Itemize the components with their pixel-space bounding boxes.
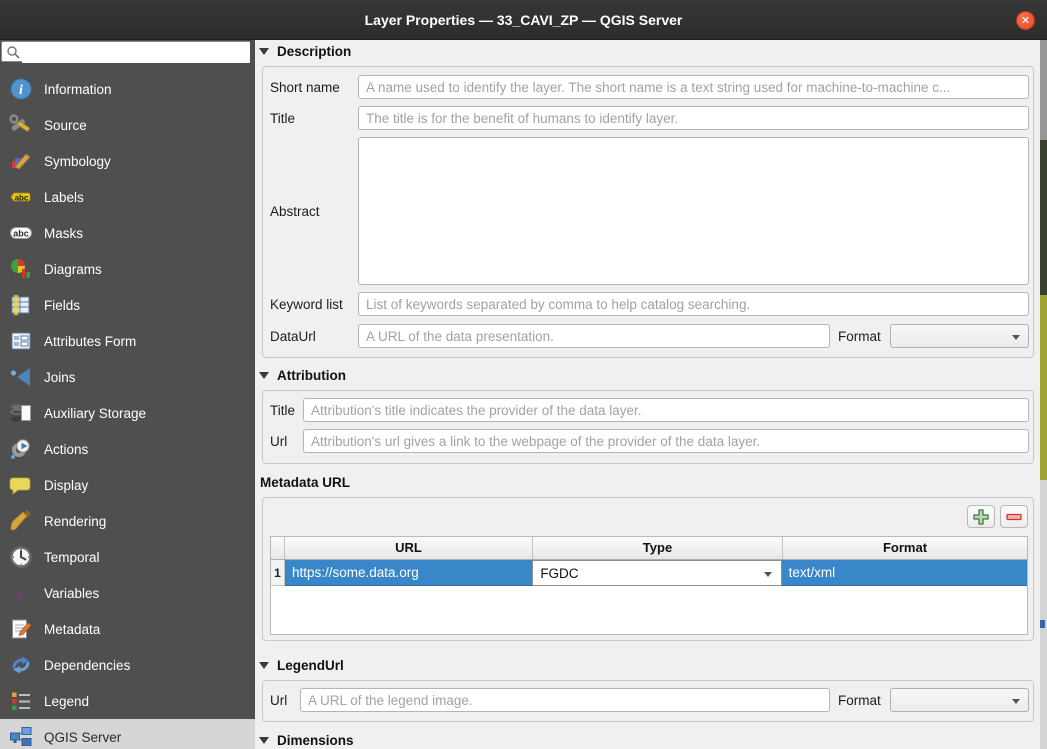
masks-icon [8, 221, 34, 245]
sidebar-item-label: Dependencies [44, 657, 131, 673]
auxiliary-storage-icon [8, 401, 34, 425]
row-number-cell[interactable]: 1 [271, 560, 285, 586]
collapse-arrow-icon [259, 662, 269, 669]
column-header-type[interactable]: Type [533, 537, 783, 559]
url-cell[interactable]: https://some.data.org [285, 560, 532, 586]
minus-icon [1003, 508, 1025, 526]
sidebar-item-label: Symbology [44, 153, 111, 169]
sidebar-item-attributes-form[interactable] [0, 323, 255, 359]
display-icon [8, 473, 34, 497]
sidebar-item-display[interactable] [0, 467, 255, 503]
sidebar-item-label: Diagrams [44, 261, 102, 277]
sidebar-item-label: Source [44, 117, 87, 133]
collapse-arrow-icon [259, 372, 269, 379]
background-map-olive-sliver [1040, 295, 1047, 480]
attribution-url-input[interactable] [303, 429, 1029, 453]
sidebar-item-joins[interactable] [0, 359, 255, 395]
svg-text:ε: ε [16, 583, 26, 605]
table-row[interactable] [271, 560, 1027, 586]
titlebar [0, 0, 1047, 40]
joins-icon [8, 365, 34, 389]
keyword-list-label: Keyword list [270, 297, 343, 312]
chevron-down-icon [1012, 335, 1020, 340]
title-label: Title [270, 111, 296, 126]
sidebar-item-source[interactable] [0, 107, 255, 143]
table-header-row [271, 537, 1027, 560]
sidebar-item-symbology[interactable] [0, 143, 255, 179]
abstract-textarea[interactable] [358, 137, 1029, 285]
labels-icon [8, 185, 34, 209]
sidebar-item-label: Legend [44, 693, 90, 709]
sidebar-item-legend[interactable] [0, 683, 255, 719]
collapse-arrow-icon [259, 737, 269, 744]
short-name-label: Short name [270, 80, 340, 95]
column-header-url[interactable]: URL [285, 537, 533, 559]
svg-text:i: i [19, 83, 23, 98]
sidebar-item-label: Attributes Form [44, 333, 137, 349]
section-header-metadata-url: Metadata URL [260, 475, 351, 490]
svg-text:abc: abc [14, 193, 29, 203]
legend-icon [8, 689, 34, 713]
legend-url-label: Url [270, 693, 288, 708]
information-icon [8, 77, 34, 101]
sidebar-item-label: Actions [44, 441, 89, 457]
svg-text:abc: abc [13, 228, 29, 239]
chevron-down-icon [764, 572, 772, 577]
sidebar-item-label: Fields [44, 297, 81, 313]
sidebar-item-qgis-server[interactable] [0, 719, 255, 749]
collapse-arrow-icon [259, 48, 269, 55]
data-url-label: DataUrl [270, 329, 316, 344]
abstract-label: Abstract [270, 204, 320, 219]
sidebar-item-label: Auxiliary Storage [44, 405, 147, 421]
sidebar-item-auxiliary-storage[interactable] [0, 395, 255, 431]
sidebar [0, 40, 255, 749]
sidebar-item-metadata[interactable] [0, 611, 255, 647]
sidebar-item-label: Masks [44, 225, 84, 241]
sidebar-item-label: Variables [44, 585, 100, 601]
attributes-form-icon [8, 329, 34, 353]
source-icon [8, 113, 34, 137]
section-header-description[interactable]: Description [259, 44, 351, 59]
data-url-format-label: Format [838, 329, 881, 344]
actions-icon [8, 437, 34, 461]
sidebar-item-actions[interactable] [0, 431, 255, 467]
sidebar-item-rendering[interactable] [0, 503, 255, 539]
sidebar-item-masks[interactable] [0, 215, 255, 251]
sidebar-search-input[interactable] [22, 42, 250, 63]
data-url-input[interactable] [358, 324, 830, 348]
background-panel-sliver [1040, 480, 1047, 749]
background-map-dark-sliver [1040, 140, 1047, 295]
metadata-icon [8, 617, 34, 641]
section-header-dimensions[interactable]: Dimensions [259, 733, 354, 748]
format-cell[interactable]: text/xml [782, 560, 1027, 586]
remove-row-button[interactable] [1000, 505, 1028, 528]
rendering-icon [8, 509, 34, 533]
background-window-sliver [1040, 40, 1047, 140]
sidebar-item-label: Information [44, 81, 112, 97]
legend-url-format-label: Format [838, 693, 881, 708]
sidebar-item-information[interactable] [0, 71, 255, 107]
variables-icon [8, 581, 34, 605]
search-icon [6, 45, 21, 60]
symbology-icon [8, 149, 34, 173]
fields-icon [8, 293, 34, 317]
sidebar-item-label: Labels [44, 189, 84, 205]
qgis-server-icon [8, 725, 34, 749]
legend-url-format-dropdown[interactable] [890, 688, 1029, 712]
plus-icon [970, 508, 992, 526]
section-header-legend-url[interactable]: LegendUrl [259, 658, 344, 673]
sidebar-item-label: Rendering [44, 513, 107, 529]
close-button[interactable]: ✕ [1016, 11, 1035, 30]
sidebar-search [1, 41, 250, 62]
sidebar-item-label: Joins [44, 369, 76, 385]
type-cell-combobox[interactable]: FGDC [532, 560, 781, 586]
sidebar-item-temporal[interactable] [0, 539, 255, 575]
attribution-title-label: Title [270, 403, 296, 418]
sidebar-item-label: Metadata [44, 621, 101, 637]
keyword-list-input[interactable] [358, 292, 1029, 316]
chevron-down-icon [1012, 699, 1020, 704]
data-url-format-dropdown[interactable] [890, 324, 1029, 348]
dependencies-icon [8, 653, 34, 677]
sidebar-item-diagrams[interactable] [0, 251, 255, 287]
add-row-button[interactable] [967, 505, 995, 528]
table-corner-cell [271, 537, 285, 559]
section-header-attribution[interactable]: Attribution [259, 368, 346, 383]
sidebar-item-label: QGIS Server [44, 729, 122, 745]
sidebar-item-label: Temporal [44, 549, 100, 565]
sidebar-item-fields[interactable] [0, 287, 255, 323]
title-input[interactable] [358, 106, 1029, 130]
temporal-icon [8, 545, 34, 569]
sidebar-item-labels[interactable] [0, 179, 255, 215]
attribution-url-label: Url [270, 434, 288, 449]
short-name-input[interactable] [358, 75, 1029, 99]
window-title: Layer Properties — 33_CAVI_ZP — QGIS Server [364, 12, 683, 28]
sidebar-item-variables[interactable] [0, 575, 255, 611]
metadata-url-table [270, 536, 1028, 635]
legend-url-input[interactable] [300, 688, 830, 712]
attribution-title-input[interactable] [303, 398, 1029, 422]
sidebar-item-dependencies[interactable] [0, 647, 255, 683]
background-link-fragment [1040, 620, 1045, 628]
column-header-format[interactable]: Format [882, 540, 928, 555]
diagrams-icon [8, 257, 34, 281]
sidebar-item-label: Display [44, 477, 89, 493]
